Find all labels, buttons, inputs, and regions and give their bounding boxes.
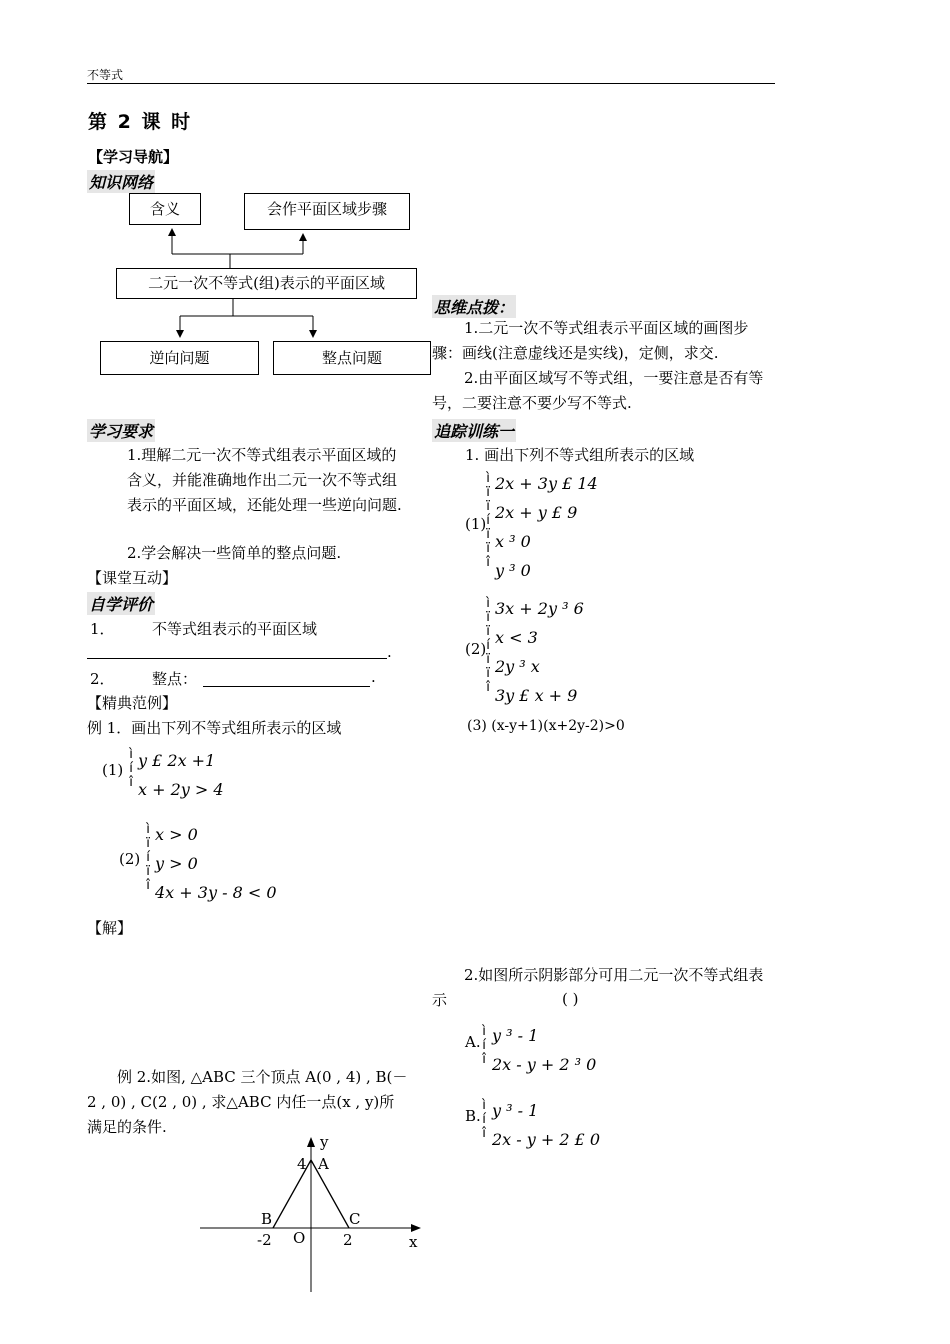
- example2-text: 例 2.如图, △ABC 三个顶点 A(0 , 4) , B(－2 , 0) , C(2 , 0) , 求△ABC 内任一点(x , y)所满足的条件.: [87, 1068, 408, 1136]
- brace-icon: ì í î: [129, 747, 133, 790]
- inequality: 4x + 3y - 8 < 0: [155, 883, 277, 902]
- thinking-point-1: 1.二元一次不等式组表示平面区域的画图步骤：画线(注意虚线还是实线)，定侧，求交.: [432, 319, 749, 362]
- brace-icon: ì ï ï í ï ï î: [486, 471, 490, 570]
- point-a-label: A: [318, 1155, 329, 1173]
- examples-heading: 【精典范例】: [87, 694, 178, 712]
- practice-q1: 1. 画出下列不等式组所表示的区域: [465, 446, 695, 464]
- answer-paren[interactable]: ( ): [562, 990, 579, 1008]
- q1-end: .: [387, 643, 392, 661]
- inequality: 2x - y + 2 £ 0: [492, 1130, 601, 1149]
- inequality: x ³ 0: [495, 532, 531, 551]
- requirement-item-2: 2.学会解决一些简单的整点问题.: [127, 544, 342, 562]
- inequality: y ³ - 1: [492, 1026, 539, 1045]
- inequality: x > 0: [155, 825, 198, 844]
- option-a-label[interactable]: A.: [465, 1033, 481, 1051]
- knowledge-network-heading: 知识网络: [87, 170, 155, 193]
- q2-text: 整点：: [152, 670, 198, 688]
- solution-label: 【解】: [87, 919, 133, 937]
- header-subject: 不等式: [87, 68, 124, 82]
- inequality: x + 2y > 4: [138, 780, 224, 799]
- q2-end: .: [371, 668, 376, 686]
- practice-system-2: [495, 594, 584, 710]
- practice-q1-3: (3) (x-y+1)(x+2y-2)>0: [467, 718, 625, 734]
- inequality: 2x + y £ 9: [495, 503, 578, 522]
- brace-icon: ì í î: [482, 1098, 486, 1141]
- inequality: 3y £ x + 9: [495, 686, 578, 705]
- tick-neg2: -2: [257, 1231, 272, 1249]
- inequality: 2y ³ x: [495, 657, 540, 676]
- thinking-heading: 思维点拨：: [432, 295, 516, 318]
- inequality: y ³ - 1: [492, 1101, 539, 1120]
- brace-icon: ì í î: [482, 1024, 486, 1067]
- practice-heading: 追踪训练一: [432, 419, 516, 442]
- brace-icon: ì ï ï í ï ï î: [486, 596, 490, 695]
- q1-text: 不等式组表示的平面区域: [152, 620, 318, 638]
- origin-label: O: [293, 1229, 306, 1247]
- option-b-label[interactable]: B.: [465, 1107, 481, 1125]
- inequality: 3x + 2y ³ 6: [495, 599, 584, 618]
- example1-text: 例 1．画出下列不等式组所表示的区域: [87, 719, 342, 737]
- box-meaning: 含义: [129, 193, 201, 225]
- box-inverse: 逆向问题: [100, 341, 259, 375]
- tick-4: 4: [297, 1155, 307, 1173]
- ex1-sys1-label: (1): [102, 761, 124, 779]
- practice-sys1-label: (1): [465, 515, 487, 533]
- option-b-system[interactable]: [492, 1096, 600, 1154]
- inequality: 2x + 3y £ 14: [495, 474, 598, 493]
- box-center: 二元一次不等式(组)表示的平面区域: [116, 268, 417, 299]
- thinking-point-2: 2.由平面区域写不等式组，一要注意是否有等号，二要注意不要少写不等式.: [432, 369, 764, 412]
- self-eval-heading: 自学评价: [87, 592, 155, 615]
- point-c-label: C: [349, 1210, 361, 1228]
- requirement-item-1: 1.理解二元一次不等式组表示平面区域的含义，并能准确地作出二元一次不等式组表示的平面区域，还能处理一些逆向问题.: [127, 446, 402, 514]
- classroom-heading: 【课堂互动】: [87, 569, 178, 587]
- practice-sys2-label: (2): [465, 640, 487, 658]
- guide-heading: 【学习导航】: [88, 148, 179, 166]
- x-axis-label: x: [409, 1233, 418, 1251]
- inequality: y ³ 0: [495, 561, 531, 580]
- box-integer: 整点问题: [273, 341, 431, 375]
- tick-2: 2: [343, 1231, 353, 1249]
- inequality: y > 0: [155, 854, 198, 873]
- brace-icon: ì ï í ï î: [146, 822, 150, 893]
- requirements-heading: 学习要求: [87, 419, 155, 442]
- option-a-system[interactable]: [492, 1021, 596, 1079]
- practice-q2: 2.如图所示阴影部分可用二元一次不等式组表示: [432, 966, 764, 1009]
- inequality: x < 3: [495, 628, 538, 647]
- point-b-label: B: [261, 1210, 273, 1228]
- inequality: 2x - y + 2 ³ 0: [492, 1055, 597, 1074]
- q1-number: 1．: [90, 620, 115, 638]
- ex1-sys2-label: (2): [119, 850, 141, 868]
- practice-system-1: [495, 469, 598, 585]
- q2-number: 2．: [90, 670, 115, 688]
- y-axis-label: y: [320, 1133, 329, 1151]
- page-title: 第 2 课 时: [88, 111, 193, 133]
- inequality: y £ 2x +1: [138, 751, 216, 770]
- box-steps: 会作平面区域步骤: [244, 193, 410, 230]
